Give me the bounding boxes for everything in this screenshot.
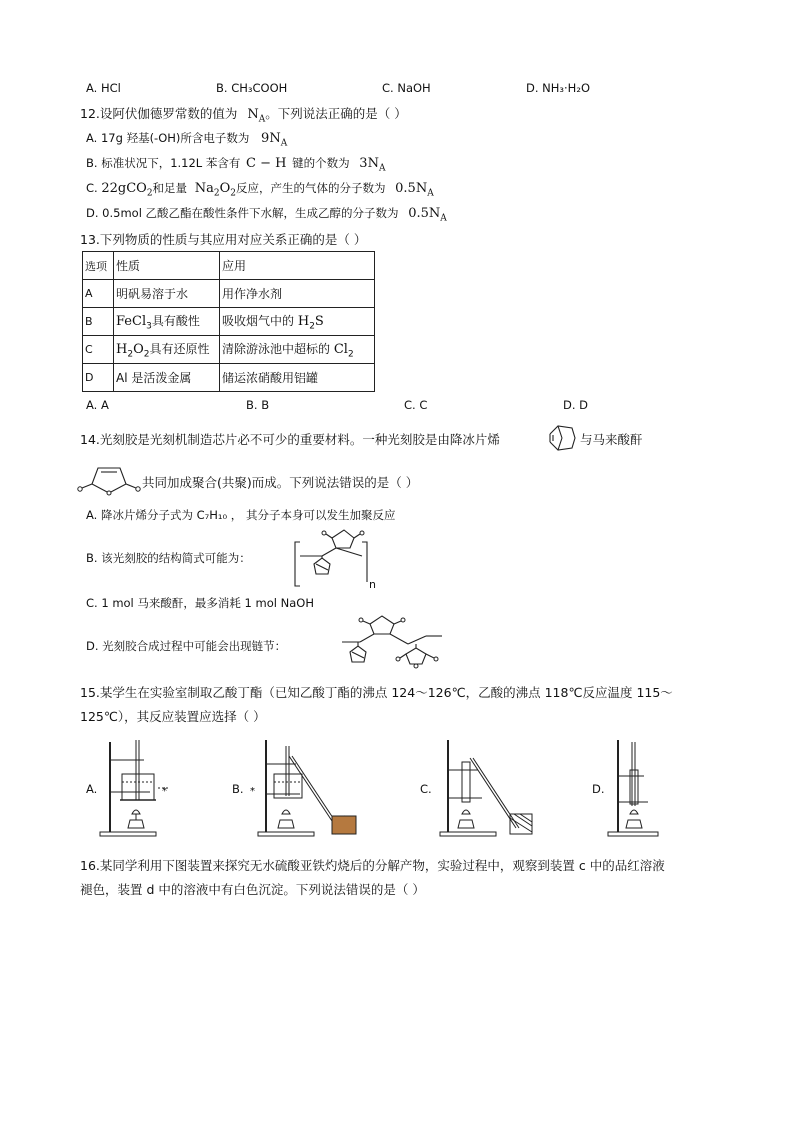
table-cell: 用作净水剂 (220, 280, 375, 308)
q14-option-c: C. 1 mol 马来酸酐，最多消耗 1 mol NaOH (86, 596, 314, 610)
table-header-property: 性质 (114, 252, 220, 280)
q12-option-d: D. 0.5mol 乙酸乙酯在酸性条件下水解，生成乙醇的分子数为 $0.5N_A$ (86, 206, 447, 224)
table-cell: 储运浓硝酸用铝罐 (220, 364, 375, 392)
q15-stem-2: 125℃），其反应装置应选择（ ） (80, 709, 266, 724)
table-cell: A (83, 280, 114, 308)
table-cell: 明矾易溶于水 (114, 280, 220, 308)
q13-option-d: D. D (563, 398, 589, 412)
q13-option-b: B. B (246, 398, 270, 412)
table-row (83, 308, 375, 336)
q14-stem-tail: 与马来酸酐 (580, 432, 643, 447)
q11-option-d: D. NH₃·H₂O (526, 81, 590, 95)
svg-text:*: * (162, 786, 167, 797)
q11-option-c: C. NaOH (382, 81, 431, 95)
table-cell: $H_2O_2$具有还原性 (114, 336, 220, 364)
q13-table (82, 251, 375, 392)
apparatus-b-icon (244, 736, 360, 840)
q14-option-b: B. 该光刻胶的结构简式可能为： (86, 551, 251, 565)
q14-stem-2: 共同加成聚合(共聚)而成。下列说法错误的是（ ） (142, 475, 419, 490)
q13-stem: 13.下列物质的性质与其应用对应关系正确的是（ ） (80, 232, 367, 247)
table-row (83, 364, 375, 392)
q16-stem-2: 褪色，装置 d 中的溶液中有白色沉淀。下列说法错误的是（ ） (80, 882, 425, 897)
q13-option-c: C. C (404, 398, 428, 412)
q15-label-c: C. (420, 782, 432, 796)
apparatus-d-icon (604, 736, 664, 840)
q14-option-d: D. 光刻胶合成过程中可能会出现链节： (86, 639, 287, 653)
q12-stem: 12.设阿伏伽德罗常数的值为 $N_A$。下列说法正确的是（ ） (80, 106, 407, 125)
table-cell: FeCl$_3$具有酸性 (114, 308, 220, 336)
q15-label-b: B. (232, 782, 244, 796)
norbornene-structure (544, 422, 580, 454)
q12-option-a: A. 17g 羟基(-OH)所含电子数为 $9N_A$ (86, 131, 288, 149)
maleic-anhydride-structure (76, 458, 142, 498)
chain-link-structure (330, 612, 456, 672)
q14-option-a: A. 降冰片烯分子式为 C₇H₁₀ ， 其分子本身可以发生加聚反应 (86, 508, 396, 522)
table-cell: Al 是活泼金属 (114, 364, 220, 392)
q11-option-a: A. HCl (86, 81, 121, 95)
table-cell: D (83, 364, 114, 392)
q15-label-a: A. (86, 782, 98, 796)
q15-label-d: D. (592, 782, 605, 796)
apparatus-a-icon (96, 736, 176, 840)
q13-option-a: A. A (86, 398, 109, 412)
apparatus-c-icon (432, 736, 536, 840)
q15-stem-1: 15.某学生在实验室制取乙酸丁酯（已知乙酸丁酯的沸点 124～126℃，乙酸的沸点 118℃反应温度 115～ (80, 685, 673, 700)
q12-option-c: C. 22gCO$_2$和足量 $Na_2O_2$反应，产生的气体的分子数为 $0.5N_A$ (86, 181, 434, 199)
table-cell: C (83, 336, 114, 364)
table-cell: 吸收烟气中的 $H_2S$ (220, 308, 375, 336)
table-header-option: 选项 (83, 252, 114, 280)
table-row (83, 336, 375, 364)
table-row (83, 280, 375, 308)
polymer-n-label: n (369, 578, 376, 590)
table-cell: B (83, 308, 114, 336)
q16-stem-1: 16.某同学利用下图装置来探究无水硫酸亚铁灼烧后的分解产物，实验过程中，观察到装置 c 中的品红溶液 (80, 858, 665, 873)
q11-option-b: B. CH₃COOH (216, 81, 288, 95)
table-row (83, 252, 375, 280)
photoresist-polymer-structure (292, 524, 380, 590)
q14-stem: 14.光刻胶是光刻机制造芯片必不可少的重要材料。一种光刻胶是由降冰片烯 (80, 432, 500, 447)
table-header-use: 应用 (220, 252, 375, 280)
svg-text:*: * (250, 786, 255, 797)
table-cell: 清除游泳池中超标的 $Cl_2$ (220, 336, 375, 364)
q12-option-b: B. 标准状况下，1.12L 苯含有 C − H 键的个数为 $3N_A$ (86, 156, 386, 174)
